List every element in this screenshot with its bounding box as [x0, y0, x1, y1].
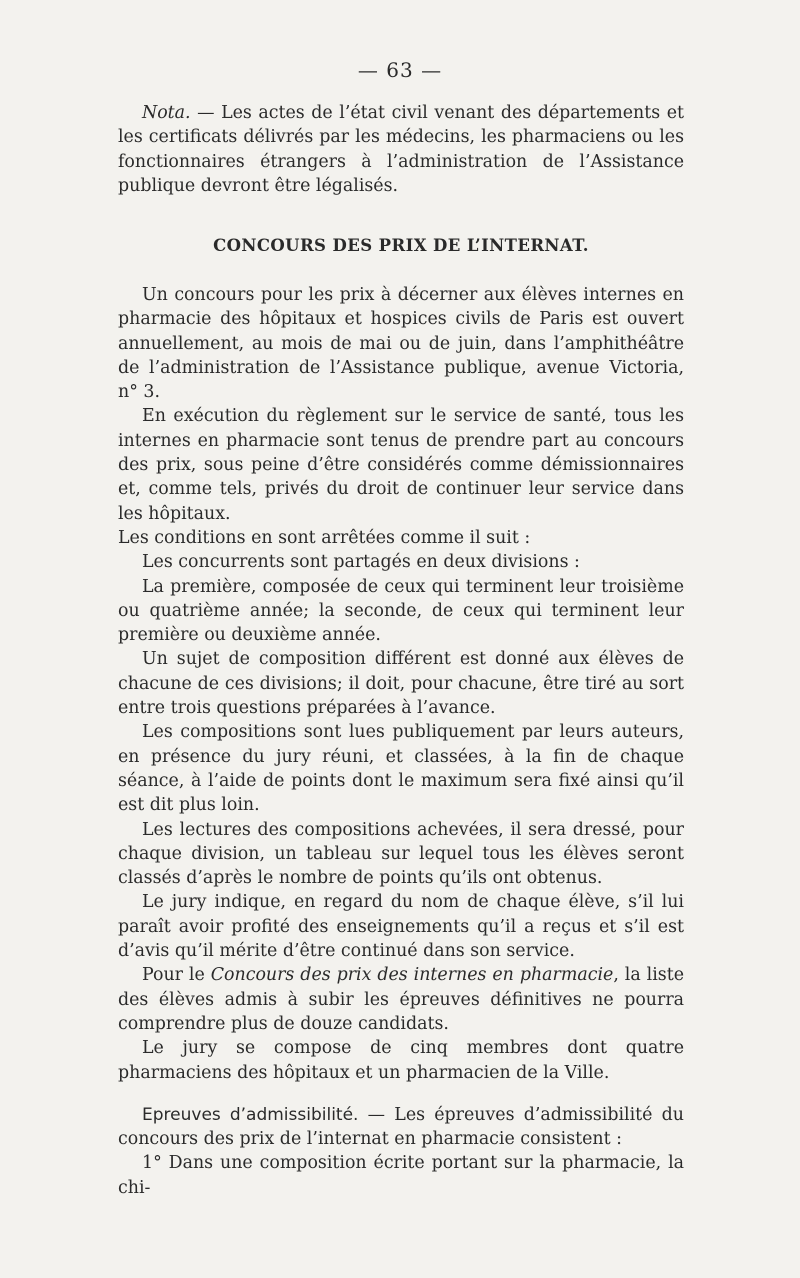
paragraph-7: Les compositions sont lues publiquement par leurs auteurs, en présence du jury réuni, et classées, à la fin de chaque séance, à l’aide de points dont le maximum sera fixé ainsi qu’il est dit plus loin. [118, 722, 684, 816]
admissibility-title: Epreuves d’admissibilité. [142, 1104, 359, 1125]
page-number: — 63 — [357, 58, 443, 82]
paragraph-11: Le jury se compose de cinq membres dont quatre pharmaciens des hôpitaux et un pharmacien de la Ville. [118, 1038, 684, 1083]
paragraph-8: Les lectures des compositions achevées, il sera dressé, pour chaque division, un tableau sur lequel tous les élèves seront classés d’après le nombre de points qu’ils ont obtenus. [118, 819, 684, 889]
body-text [118, 283, 684, 1200]
paragraph-6: Un sujet de composition différent est donné aux élèves de chacune de ces divisions; il doit, pour chacune, être tiré au sort entre trois questions préparées à l’avance. [118, 649, 684, 719]
nota-paragraph [118, 101, 684, 198]
paragraph-10-start: Pour le [142, 965, 211, 986]
section-spacer [118, 1085, 684, 1103]
paragraph-10-italic: Concours des prix des internes en pharmacie [210, 965, 614, 986]
admissibility-text: — Les épreuves d’admissibilité du concours des prix de l’internat en pharmacie consistent : [118, 1104, 685, 1150]
paragraph-1: Un concours pour les prix à décerner aux élèves internes en pharmacie des hôpitaux et hospices civils de Paris est ouvert annuellement, au mois de mai ou de juin, dans l’amphithéâtre de l’administration de l’Assistance publique, avenue Victoria, n° 3. [118, 285, 684, 403]
nota-label: Nota. [142, 103, 191, 123]
paragraph-2: En exécution du règlement sur le service de santé, tous les internes en pharmacie sont tenus de prendre part au concours des prix, sous peine d’être considérés comme démissionnaires et, comme tels, privés du droit de continuer leur service dans les hôpitaux. [118, 406, 684, 524]
admissibility-item-1: 1° Dans une composition écrite portant sur la pharmacie, la chi- [118, 1153, 684, 1198]
paragraph-5: La première, composée de ceux qui terminent leur troisième ou quatrième année; la seconde, de ceux qui terminent leur première ou deuxième année. [118, 576, 684, 646]
paragraph-10 [118, 963, 684, 1036]
admissibility-paragraph [118, 1103, 684, 1152]
nota-text: — Les actes de l’état civil venant des départements et les certificats délivrés par les médecins, les pharmaciens ou les fonctionnaires étrangers à l’administration de l’Assistance publique devront être légalisés. [118, 103, 684, 196]
paragraph-4: Les concurrents sont partagés en deux divisions : [142, 552, 580, 573]
paragraph-3: Les conditions en sont arrêtées comme il suit : [118, 527, 531, 548]
paragraph-9: Le jury indique, en regard du nom de chaque élève, s’il lui paraît avoir profité des enseignements qu’il a reçus et s’il est d’avis qu’il mérite d’être continué dans son service. [118, 892, 684, 962]
section-title: CONCOURS DES PRIX DE L’INTERNAT. [213, 236, 589, 255]
paragraph-10-end: , la liste des élèves admis à subir les épreuves définitives ne pourra comprendre plus de douze candidats. [118, 965, 684, 1034]
